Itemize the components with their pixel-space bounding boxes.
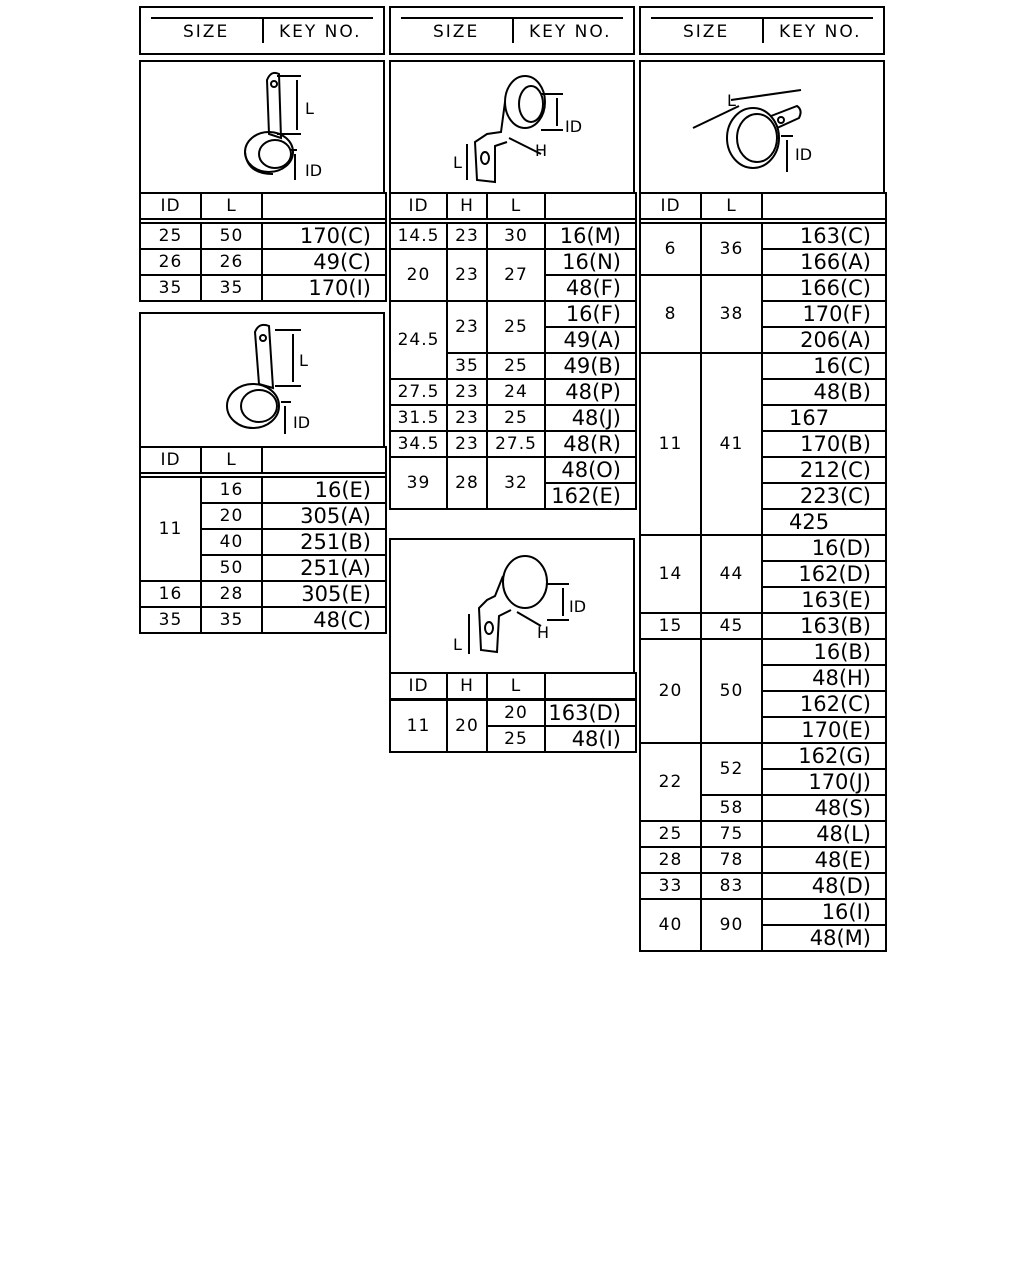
table-row: 20 305(A) xyxy=(140,503,386,529)
l-header: L xyxy=(487,193,545,219)
table-row: 48(H) xyxy=(640,665,886,691)
dim-id-label: ID xyxy=(795,145,813,164)
table-row: 50 251(A) xyxy=(140,555,386,581)
table-row: 48(B) xyxy=(640,379,886,405)
table-row: 31.5 23 25 48(J) xyxy=(390,405,636,431)
table-row: 162(C) xyxy=(640,691,886,717)
clamp-loop-drawing xyxy=(141,314,383,446)
table-row: 170(B) xyxy=(640,431,886,457)
id-header: ID xyxy=(390,673,447,700)
table-row: 170(E) xyxy=(640,717,886,743)
key-no-label: KEY NO. xyxy=(529,22,612,42)
table-row: 34.5 23 27.5 48(R) xyxy=(390,431,636,457)
id-header: ID xyxy=(140,447,201,473)
l-header: L xyxy=(701,193,762,219)
table-row: 14.5 23 30 16(M) xyxy=(390,223,636,249)
table-row: 162(D) xyxy=(640,561,886,587)
table-row: 24.5 23 25 16(F) xyxy=(390,301,636,327)
table-row: 16 28 305(E) xyxy=(140,581,386,607)
table-row: 48(F) xyxy=(390,275,636,301)
table-row: 162(E) xyxy=(390,483,636,509)
table-row: 6 36 163(C) xyxy=(640,223,886,249)
table-row: 40 251(B) xyxy=(140,529,386,555)
id-header: ID xyxy=(390,193,447,219)
figure-col3-clamp xyxy=(639,60,885,194)
dim-l-label: L xyxy=(727,91,736,110)
l-header: L xyxy=(201,193,262,219)
figure-col2-clamp-a xyxy=(389,60,635,194)
table-row: 28 78 48(E) xyxy=(640,847,886,873)
header-col2 xyxy=(389,6,635,55)
h-header: H xyxy=(447,193,487,219)
id-header: ID xyxy=(140,193,201,219)
clamp-ring-drawing xyxy=(641,62,883,192)
table-col2-b xyxy=(389,672,637,753)
table-row: 40 90 16(I) xyxy=(640,899,886,925)
dim-l-label: L xyxy=(299,351,308,370)
table-col1-a xyxy=(139,192,387,302)
header-col1 xyxy=(139,6,385,55)
table-row: 20 23 27 16(N) xyxy=(390,249,636,275)
table-row: 27.5 23 24 48(P) xyxy=(390,379,636,405)
table-row: 425 xyxy=(640,509,886,535)
dim-l-label: L xyxy=(453,635,462,654)
key-no-label: KEY NO. xyxy=(779,22,862,42)
table-row: 49(A) xyxy=(390,327,636,353)
table-col3 xyxy=(639,192,887,952)
table-row: 163(E) xyxy=(640,587,886,613)
dim-id-label: ID xyxy=(305,161,323,180)
table-row: 25 48(I) xyxy=(390,726,636,752)
clamp-offset-drawing xyxy=(391,62,633,192)
table-row: 25 50 170(C) xyxy=(140,223,386,249)
dim-id-label: ID xyxy=(565,117,583,136)
table-row: 58 48(S) xyxy=(640,795,886,821)
table-row: 166(A) xyxy=(640,249,886,275)
dim-l-label: L xyxy=(453,153,462,172)
table-row: 15 45 163(B) xyxy=(640,613,886,639)
table-row: 33 83 48(D) xyxy=(640,873,886,899)
dim-l-label: L xyxy=(305,99,314,118)
clamp-tab-drawing xyxy=(141,62,383,192)
table-row: 35 25 49(B) xyxy=(390,353,636,379)
table-row: 20 50 16(B) xyxy=(640,639,886,665)
dim-id-label: ID xyxy=(569,597,587,616)
h-header: H xyxy=(447,673,487,700)
table-row: 35 35 48(C) xyxy=(140,607,386,633)
l-header: L xyxy=(487,673,545,700)
id-header: ID xyxy=(640,193,701,219)
dim-id-label: ID xyxy=(293,413,311,432)
table-col2-a xyxy=(389,192,637,510)
table-row: 11 20 20 163(D) xyxy=(390,700,636,727)
table-row: 26 26 49(C) xyxy=(140,249,386,275)
table-row: 25 75 48(L) xyxy=(640,821,886,847)
figure-col1-clamp-b xyxy=(139,312,385,448)
dim-h-label: H xyxy=(535,141,548,160)
table-row: 22 52 162(G) xyxy=(640,743,886,769)
figure-col2-clamp-b xyxy=(389,538,635,674)
table-row: 223(C) xyxy=(640,483,886,509)
table-row: 48(M) xyxy=(640,925,886,951)
size-label: SIZE xyxy=(683,22,730,42)
key-no-label: KEY NO. xyxy=(279,22,362,42)
figure-col1-clamp-a xyxy=(139,60,385,194)
table-col1-b xyxy=(139,446,387,634)
dim-h-label: H xyxy=(537,623,550,642)
header-col3 xyxy=(639,6,885,55)
clamp-offset-loop-drawing xyxy=(391,540,633,672)
size-label: SIZE xyxy=(433,22,480,42)
l-header: L xyxy=(201,447,262,473)
table-row: 170(J) xyxy=(640,769,886,795)
table-row: 167 xyxy=(640,405,886,431)
table-row: 35 35 170(I) xyxy=(140,275,386,301)
table-row: 212(C) xyxy=(640,457,886,483)
table-row: 206(A) xyxy=(640,327,886,353)
table-row: 11 41 16(C) xyxy=(640,353,886,379)
table-row: 170(F) xyxy=(640,301,886,327)
table-row: 14 44 16(D) xyxy=(640,535,886,561)
table-row: 11 16 16(E) xyxy=(140,477,386,503)
table-row: 39 28 32 48(O) xyxy=(390,457,636,483)
table-row: 8 38 166(C) xyxy=(640,275,886,301)
size-label: SIZE xyxy=(183,22,230,42)
